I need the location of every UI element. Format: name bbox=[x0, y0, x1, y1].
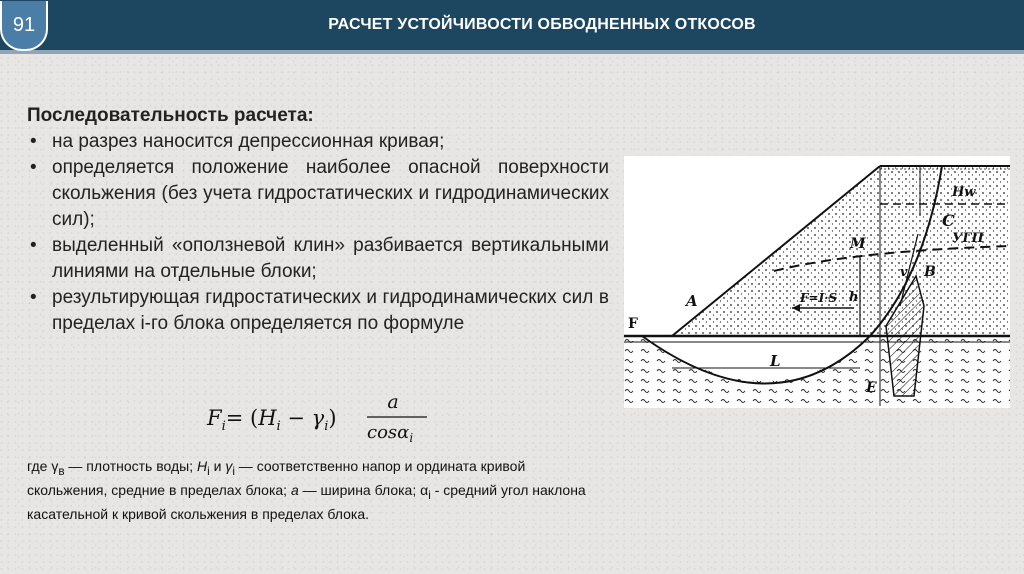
slide-title: РАСЧЕТ УСТОЙЧИВОСТИ ОБВОДНЕННЫХ ОТКОСОВ bbox=[328, 16, 756, 33]
formula-gamma: γ bbox=[311, 406, 325, 430]
bullet-item: • результирующая гидростатических и гидродинамических сил в пределах i-го блока определяется по формуле bbox=[27, 285, 609, 337]
note-symbol: γ bbox=[225, 458, 233, 474]
label-B: B bbox=[924, 264, 936, 280]
label-L: L bbox=[770, 352, 781, 370]
label-v: v bbox=[900, 265, 908, 280]
bullet-list bbox=[27, 129, 609, 337]
label-Hw: Hw bbox=[952, 185, 976, 200]
svg-text:cosαi bbox=[367, 422, 413, 445]
note-text: — плотность воды; bbox=[64, 458, 197, 474]
section-heading: Последовательность расчета: bbox=[27, 105, 314, 126]
note-text: и bbox=[209, 458, 226, 474]
content-block bbox=[27, 103, 609, 337]
label-C: C bbox=[942, 211, 955, 230]
note-sub: i bbox=[232, 464, 235, 478]
formula-numerator: a bbox=[387, 391, 399, 413]
bullet-item: • выделенный «оползневой клин» разбивается вертикальными линиями на отдельные блоки; bbox=[27, 233, 609, 285]
formula-equals: = ( bbox=[225, 406, 259, 430]
note-sub: i bbox=[207, 464, 210, 478]
label-E: E bbox=[866, 380, 877, 396]
label-A: A bbox=[686, 292, 698, 310]
formula-F-sub: i bbox=[221, 419, 226, 434]
note-sub: i bbox=[428, 488, 431, 502]
formula-minus: − bbox=[280, 406, 312, 430]
note-symbol: a bbox=[290, 481, 299, 498]
note-text: где γ bbox=[27, 458, 59, 474]
formula-note bbox=[27, 457, 609, 524]
note-symbol: H bbox=[197, 458, 208, 474]
formula-H-sub: i bbox=[276, 419, 281, 434]
label-M: M bbox=[850, 236, 866, 252]
label-h: h bbox=[849, 290, 859, 305]
svg-text:Fi= (Hi − γi) bbox=[206, 406, 337, 434]
formula-gamma-sub: i bbox=[324, 419, 329, 434]
bullet-item: • определяется положение наиболее опасной поверхности скольжения (без учета гидростатических и гидродинамических сил); bbox=[27, 155, 609, 233]
formula-H: H bbox=[258, 406, 277, 430]
label-force: F=I·S bbox=[800, 291, 838, 305]
formula bbox=[205, 386, 445, 446]
formula-denominator: cosα bbox=[367, 422, 410, 443]
bullet-item: • на разрез наносится депрессионная кривая; bbox=[27, 129, 609, 155]
formula-F: F bbox=[207, 406, 222, 430]
note-text: - средний угол наклона касательной к кривой скольжения в пределах блока. bbox=[27, 481, 586, 522]
slope-diagram bbox=[624, 156, 1010, 408]
label-ugp: УГП bbox=[952, 231, 984, 246]
note-text: — соответственно напор и ордината кривой скольжения, средние в пределах блока; bbox=[27, 458, 526, 498]
note-text: — ширина блока; α bbox=[298, 481, 429, 498]
formula-denominator-sub: i bbox=[409, 431, 414, 445]
title-bar-underline bbox=[0, 50, 1024, 54]
label-F: F bbox=[628, 316, 638, 332]
formula-close: ) bbox=[328, 406, 337, 430]
slide-number-badge: 91 bbox=[0, 1, 48, 51]
note-sub: в bbox=[58, 464, 65, 478]
